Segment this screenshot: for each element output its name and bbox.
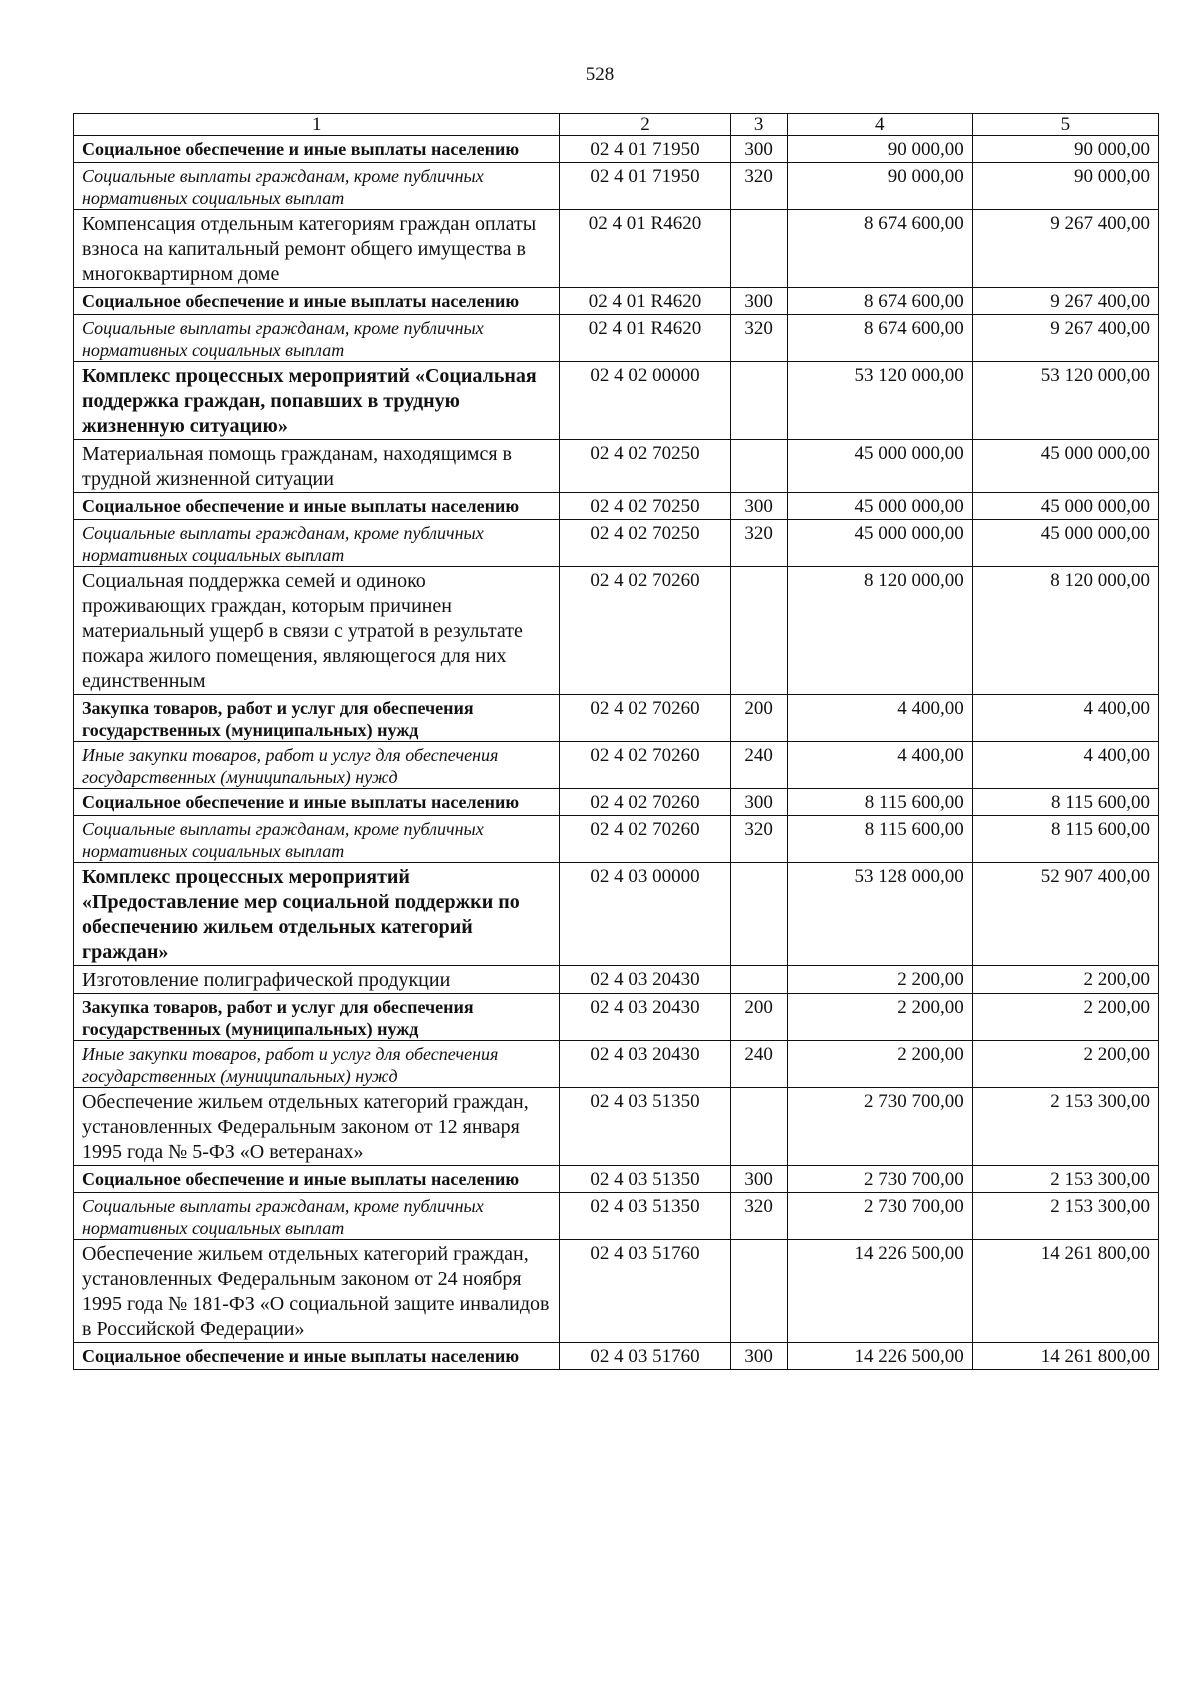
row-code-cell: 02 4 02 70260 bbox=[560, 695, 730, 742]
row-amount-year1-cell: 2 200,00 bbox=[787, 994, 972, 1041]
row-amount-year2-cell: 45 000 000,00 bbox=[972, 493, 1158, 520]
header-col-4: 4 bbox=[787, 114, 972, 136]
row-amount-year1-cell: 2 200,00 bbox=[787, 1041, 972, 1088]
row-code-cell: 02 4 01 71950 bbox=[560, 136, 730, 163]
row-amount-year1-cell: 2 730 700,00 bbox=[787, 1088, 972, 1166]
table-row bbox=[74, 288, 1159, 315]
row-amount-year1-cell: 90 000,00 bbox=[787, 163, 972, 210]
row-code-cell: 02 4 02 70250 bbox=[560, 440, 730, 493]
row-code-cell: 02 4 03 20430 bbox=[560, 966, 730, 994]
row-code-cell: 02 4 03 00000 bbox=[560, 863, 730, 966]
table-row bbox=[74, 863, 1159, 966]
row-amount-year1-cell: 2 730 700,00 bbox=[787, 1193, 972, 1240]
row-name-cell: Комплекс процессных мероприятий «Социальная поддержка граждан, попавших в трудную жизненную ситуацию» bbox=[74, 362, 560, 440]
page-number: 528 bbox=[585, 64, 615, 85]
row-name-cell: Комплекс процессных мероприятий «Предоставление мер социальной поддержки по обеспечению жильем отдельных категорий граждан» bbox=[74, 863, 560, 966]
row-amount-year2-cell: 2 200,00 bbox=[972, 994, 1158, 1041]
row-name-cell: Социальное обеспечение и иные выплаты населению bbox=[74, 493, 560, 520]
row-type-cell bbox=[730, 966, 787, 994]
row-amount-year2-cell: 52 907 400,00 bbox=[972, 863, 1158, 966]
row-amount-year2-cell: 14 261 800,00 bbox=[972, 1240, 1158, 1343]
row-code-cell: 02 4 03 51760 bbox=[560, 1343, 730, 1370]
row-type-cell bbox=[730, 1088, 787, 1166]
row-amount-year1-cell: 90 000,00 bbox=[787, 136, 972, 163]
row-type-cell: 300 bbox=[730, 1343, 787, 1370]
row-amount-year1-cell: 4 400,00 bbox=[787, 742, 972, 789]
row-amount-year1-cell: 8 674 600,00 bbox=[787, 288, 972, 315]
row-type-cell: 300 bbox=[730, 789, 787, 816]
row-type-cell bbox=[730, 567, 787, 695]
row-name-cell: Социальное обеспечение и иные выплаты населению bbox=[74, 789, 560, 816]
row-type-cell: 320 bbox=[730, 315, 787, 362]
row-name-cell: Социальное обеспечение и иные выплаты населению bbox=[74, 1166, 560, 1193]
row-amount-year2-cell: 14 261 800,00 bbox=[972, 1343, 1158, 1370]
row-amount-year2-cell: 8 115 600,00 bbox=[972, 816, 1158, 863]
row-name-cell: Социальные выплаты гражданам, кроме публичных нормативных социальных выплат bbox=[74, 816, 560, 863]
row-name-cell: Иные закупки товаров, работ и услуг для обеспечения государственных (муниципальных) нужд bbox=[74, 1041, 560, 1088]
row-amount-year2-cell: 2 200,00 bbox=[972, 1041, 1158, 1088]
header-col-3: 3 bbox=[730, 114, 787, 136]
row-amount-year1-cell: 45 000 000,00 bbox=[787, 493, 972, 520]
row-type-cell: 200 bbox=[730, 994, 787, 1041]
row-type-cell bbox=[730, 362, 787, 440]
table-row bbox=[74, 1166, 1159, 1193]
row-amount-year1-cell: 53 120 000,00 bbox=[787, 362, 972, 440]
row-code-cell: 02 4 03 20430 bbox=[560, 994, 730, 1041]
row-name-cell: Закупка товаров, работ и услуг для обеспечения государственных (муниципальных) нужд bbox=[74, 695, 560, 742]
table-row bbox=[74, 1088, 1159, 1166]
table-body bbox=[74, 136, 1159, 1370]
row-type-cell bbox=[730, 210, 787, 288]
row-amount-year2-cell: 2 200,00 bbox=[972, 966, 1158, 994]
table-row bbox=[74, 1041, 1159, 1088]
row-amount-year1-cell: 8 115 600,00 bbox=[787, 789, 972, 816]
row-amount-year1-cell: 8 674 600,00 bbox=[787, 210, 972, 288]
row-name-cell: Обеспечение жильем отдельных категорий граждан, установленных Федеральным законом от 12 января 1995 года № 5-ФЗ «О ветеранах» bbox=[74, 1088, 560, 1166]
row-amount-year1-cell: 14 226 500,00 bbox=[787, 1343, 972, 1370]
table-header-row bbox=[74, 114, 1159, 136]
row-name-cell: Социальное обеспечение и иные выплаты населению bbox=[74, 1343, 560, 1370]
row-name-cell: Социальная поддержка семей и одиноко проживающих граждан, которым причинен материальный ущерб в связи с утратой в результате пожара жилого помещения, являющегося для них единственным bbox=[74, 567, 560, 695]
table-row bbox=[74, 493, 1159, 520]
row-amount-year2-cell: 9 267 400,00 bbox=[972, 288, 1158, 315]
row-amount-year2-cell: 9 267 400,00 bbox=[972, 315, 1158, 362]
row-type-cell: 240 bbox=[730, 742, 787, 789]
row-type-cell bbox=[730, 863, 787, 966]
row-amount-year2-cell: 45 000 000,00 bbox=[972, 440, 1158, 493]
row-code-cell: 02 4 02 70250 bbox=[560, 520, 730, 567]
row-type-cell bbox=[730, 440, 787, 493]
row-name-cell: Иные закупки товаров, работ и услуг для обеспечения государственных (муниципальных) нужд bbox=[74, 742, 560, 789]
table-row bbox=[74, 163, 1159, 210]
table-row bbox=[74, 816, 1159, 863]
row-amount-year1-cell: 8 674 600,00 bbox=[787, 315, 972, 362]
row-amount-year1-cell: 45 000 000,00 bbox=[787, 440, 972, 493]
table-row bbox=[74, 567, 1159, 695]
table-row bbox=[74, 1240, 1159, 1343]
row-name-cell: Материальная помощь гражданам, находящимся в трудной жизненной ситуации bbox=[74, 440, 560, 493]
table-row bbox=[74, 210, 1159, 288]
row-amount-year2-cell: 2 153 300,00 bbox=[972, 1193, 1158, 1240]
table-row bbox=[74, 520, 1159, 567]
budget-table bbox=[73, 113, 1159, 1370]
row-amount-year1-cell: 8 115 600,00 bbox=[787, 816, 972, 863]
row-code-cell: 02 4 02 00000 bbox=[560, 362, 730, 440]
row-amount-year2-cell: 8 115 600,00 bbox=[972, 789, 1158, 816]
header-col-1: 1 bbox=[74, 114, 560, 136]
row-code-cell: 02 4 02 70260 bbox=[560, 567, 730, 695]
row-type-cell: 320 bbox=[730, 1193, 787, 1240]
row-name-cell: Социальные выплаты гражданам, кроме публичных нормативных социальных выплат bbox=[74, 1193, 560, 1240]
row-name-cell: Социальные выплаты гражданам, кроме публичных нормативных социальных выплат bbox=[74, 315, 560, 362]
table-row bbox=[74, 440, 1159, 493]
row-type-cell bbox=[730, 1240, 787, 1343]
table-row bbox=[74, 315, 1159, 362]
row-type-cell: 300 bbox=[730, 1166, 787, 1193]
row-type-cell: 300 bbox=[730, 288, 787, 315]
header-col-5: 5 bbox=[972, 114, 1158, 136]
row-code-cell: 02 4 02 70260 bbox=[560, 816, 730, 863]
row-code-cell: 02 4 02 70260 bbox=[560, 742, 730, 789]
row-code-cell: 02 4 03 51350 bbox=[560, 1088, 730, 1166]
row-type-cell: 300 bbox=[730, 136, 787, 163]
header-col-2: 2 bbox=[560, 114, 730, 136]
row-name-cell: Социальное обеспечение и иные выплаты населению bbox=[74, 288, 560, 315]
row-code-cell: 02 4 02 70260 bbox=[560, 789, 730, 816]
row-code-cell: 02 4 01 R4620 bbox=[560, 210, 730, 288]
row-type-cell: 320 bbox=[730, 816, 787, 863]
row-name-cell: Социальные выплаты гражданам, кроме публичных нормативных социальных выплат bbox=[74, 163, 560, 210]
row-name-cell: Социальные выплаты гражданам, кроме публичных нормативных социальных выплат bbox=[74, 520, 560, 567]
table-row bbox=[74, 742, 1159, 789]
row-amount-year1-cell: 2 200,00 bbox=[787, 966, 972, 994]
row-amount-year1-cell: 8 120 000,00 bbox=[787, 567, 972, 695]
row-type-cell: 240 bbox=[730, 1041, 787, 1088]
row-amount-year2-cell: 45 000 000,00 bbox=[972, 520, 1158, 567]
row-code-cell: 02 4 03 51350 bbox=[560, 1193, 730, 1240]
row-amount-year2-cell: 90 000,00 bbox=[972, 163, 1158, 210]
row-code-cell: 02 4 02 70250 bbox=[560, 493, 730, 520]
row-code-cell: 02 4 01 71950 bbox=[560, 163, 730, 210]
row-amount-year2-cell: 2 153 300,00 bbox=[972, 1166, 1158, 1193]
row-amount-year1-cell: 14 226 500,00 bbox=[787, 1240, 972, 1343]
row-amount-year1-cell: 45 000 000,00 bbox=[787, 520, 972, 567]
row-code-cell: 02 4 03 51760 bbox=[560, 1240, 730, 1343]
row-amount-year2-cell: 9 267 400,00 bbox=[972, 210, 1158, 288]
table-row bbox=[74, 1343, 1159, 1370]
table-row bbox=[74, 695, 1159, 742]
row-amount-year2-cell: 4 400,00 bbox=[972, 695, 1158, 742]
row-amount-year2-cell: 4 400,00 bbox=[972, 742, 1158, 789]
row-code-cell: 02 4 03 20430 bbox=[560, 1041, 730, 1088]
row-amount-year2-cell: 8 120 000,00 bbox=[972, 567, 1158, 695]
row-amount-year1-cell: 2 730 700,00 bbox=[787, 1166, 972, 1193]
table-row bbox=[74, 362, 1159, 440]
row-amount-year1-cell: 4 400,00 bbox=[787, 695, 972, 742]
row-name-cell: Изготовление полиграфической продукции bbox=[74, 966, 560, 994]
row-type-cell: 200 bbox=[730, 695, 787, 742]
table-row bbox=[74, 1193, 1159, 1240]
table-row bbox=[74, 966, 1159, 994]
row-type-cell: 320 bbox=[730, 520, 787, 567]
row-name-cell: Закупка товаров, работ и услуг для обеспечения государственных (муниципальных) нужд bbox=[74, 994, 560, 1041]
row-code-cell: 02 4 03 51350 bbox=[560, 1166, 730, 1193]
table-row bbox=[74, 994, 1159, 1041]
row-type-cell: 300 bbox=[730, 493, 787, 520]
row-code-cell: 02 4 01 R4620 bbox=[560, 315, 730, 362]
table-row bbox=[74, 136, 1159, 163]
row-type-cell: 320 bbox=[730, 163, 787, 210]
row-code-cell: 02 4 01 R4620 bbox=[560, 288, 730, 315]
row-amount-year2-cell: 90 000,00 bbox=[972, 136, 1158, 163]
row-amount-year2-cell: 53 120 000,00 bbox=[972, 362, 1158, 440]
row-amount-year1-cell: 53 128 000,00 bbox=[787, 863, 972, 966]
table-row bbox=[74, 789, 1159, 816]
row-name-cell: Компенсация отдельным категориям граждан оплаты взноса на капитальный ремонт общего имущества в многоквартирном доме bbox=[74, 210, 560, 288]
row-name-cell: Обеспечение жильем отдельных категорий граждан, установленных Федеральным законом от 24 ноября 1995 года № 181-ФЗ «О социальной защите инвалидов в Российской Федерации» bbox=[74, 1240, 560, 1343]
row-amount-year2-cell: 2 153 300,00 bbox=[972, 1088, 1158, 1166]
row-name-cell: Социальное обеспечение и иные выплаты населению bbox=[74, 136, 560, 163]
